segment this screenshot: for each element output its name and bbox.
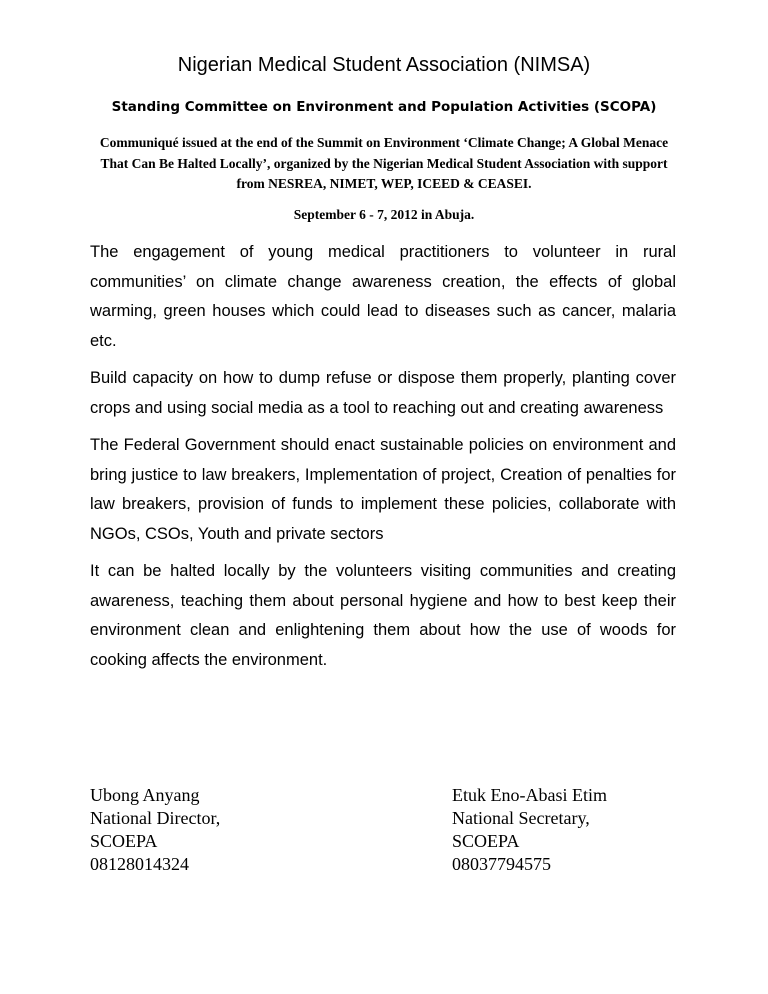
signatory-name: Ubong Anyang [90,785,200,805]
communique-statement: Communiqué issued at the end of the Summit on Environment ‘Climate Change; A Global Menace That Can Be Halted Locally’, organized by the Nigerian Medical Student Association with support from NESREA, NIMET, WEP, ICEED & CEASEI. [99,135,669,191]
signatory-phone: 08128014324 [90,854,189,874]
body-paragraph: Build capacity on how to dump refuse or dispose them properly, planting cover crops and using social media as a tool to reaching out and creating awareness [90,369,676,417]
document-body [90,238,676,683]
body-paragraph: It can be halted locally by the volunteers visiting communities and creating awareness, teaching them about personal hygiene and how to best keep their environment clean and enlightening them about how the use of woods for cooking affects the environment. [90,562,676,669]
document-title: Nigerian Medical Student Association (NIMSA) [177,54,591,76]
signatory-org: SCOEPA [90,831,158,851]
summit-date: September 6 - 7, 2012 in Abuja. [293,207,475,222]
signatory-org: SCOEPA [452,831,520,851]
body-paragraph: The Federal Government should enact sustainable policies on environment and bring justice to law breakers, Implementation of project, Creation of penalties for law breakers, provision of funds to implement these policies, collaborate with NGOs, CSOs, Youth and private sectors [90,436,676,543]
signatory-role: National Director, [90,808,221,828]
signature-block-secretary [452,784,607,876]
signatory-phone: 08037794575 [452,854,551,874]
signature-block-director [90,784,220,876]
signatory-role: National Secretary, [452,808,590,828]
signatory-name: Etuk Eno-Abasi Etim [452,785,607,805]
document-subtitle: Standing Committee on Environment and Population Activities (SCOPA) [111,99,657,115]
body-paragraph: The engagement of young medical practitioners to volunteer in rural communities’ on climate change awareness creation, the effects of global warming, green houses which could lead to diseases such as cancer, malaria etc. [90,243,676,350]
